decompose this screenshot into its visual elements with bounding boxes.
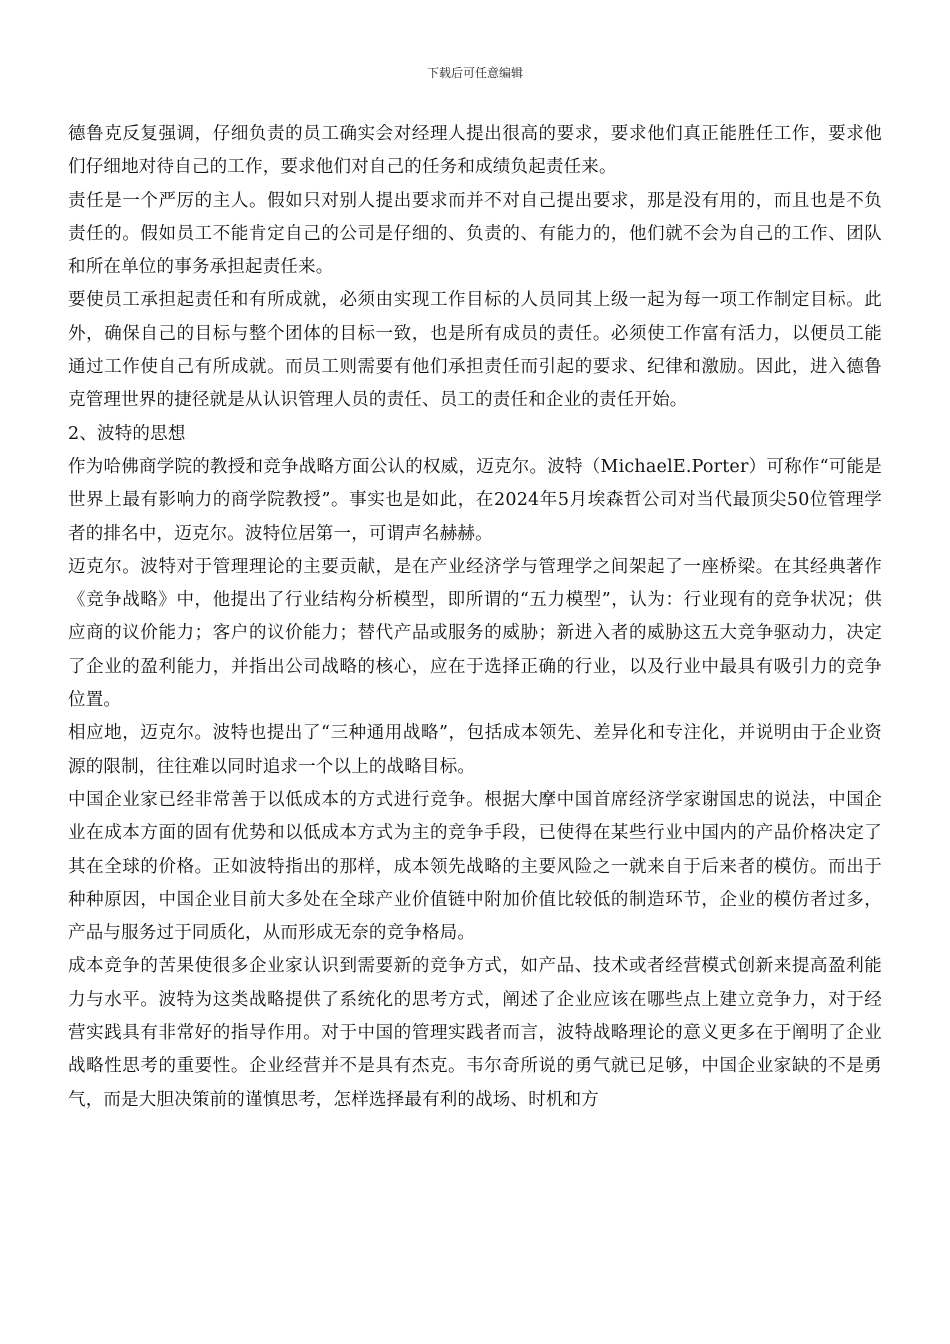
paragraph-responsibility: 责任是一个严厉的主人。假如只对别人提出要求而并不对自己提出要求，那是没有用的，而且也是不负责任的。假如员工不能肯定自己的公司是仔细的、负责的、有能力的，他们就不会为自己的工作、团队和所在单位的事务承担起责任来。 bbox=[68, 190, 882, 278]
page-header: 下载后可任意编辑 bbox=[426, 66, 523, 80]
paragraph-chinese-cost: 中国企业家已经非常善于以低成本的方式进行竞争。根据大摩中国首席经济学家谢国忠的说法，中国企业在成本方面的固有优势和以低成本方式为主的竞争手段，已使得在某些行业中国内的产品价格决定了其在全球的价格。正如波特指出的那样，成本领先战略的主要风险之一就来自于后来者的模仿。而出于种种原因，中国企业目前大多处在全球产业价值链中附加价值比较低的制造环节，企业的模仿者过多，产品与服务过于同质化，从而形成无奈的竞争格局。 bbox=[68, 789, 882, 944]
document-body bbox=[68, 118, 882, 1117]
paragraph-generic-strategies: 相应地，迈克尔。波特也提出了“三种通用战略”，包括成本领先、差异化和专注化，并说明由于企业资源的限制，往往难以同时追求一个以上的战略目标。 bbox=[68, 723, 882, 777]
section-heading-porter: 2、波特的思想 bbox=[68, 423, 186, 444]
paragraph-new-competition: 成本竞争的苦果使很多企业家认识到需要新的竞争方式，如产品、技术或者经营模式创新来提高盈利能力与水平。波特为这类战略提供了系统化的思考方式，阐述了企业应该在哪些点上建立竞争力，对于经营实践具有非常好的指导作用。对于中国的管理实践者而言，波特战略理论的意义更多在于阐明了企业战略性思考的重要性。企业经营并不是具有杰克。韦尔奇所说的勇气就已足够，中国企业家缺的不是勇气，而是大胆决策前的谨慎思考，怎样选择最有利的战场、时机和方 bbox=[68, 956, 882, 1110]
paragraph-five-forces: 迈克尔。波特对于管理理论的主要贡献，是在产业经济学与管理学之间架起了一座桥梁。在其经典著作《竞争战略》中，他提出了行业结构分析模型，即所谓的“五力模型”，认为：行业现有的竞争状况；供应商的议价能力；客户的议价能力；替代产品或服务的威胁；新进入者的威胁这五大竞争驱动力，决定了企业的盈利能力，并指出公司战略的核心，应在于选择正确的行业，以及行业中最具有吸引力的竞争位置。 bbox=[68, 556, 882, 711]
paragraph-drucker-demands: 德鲁克反复强调，仔细负责的员工确实会对经理人提出很高的要求，要求他们真正能胜任工作，要求他们仔细地对待自己的工作，要求他们对自己的任务和成绩负起责任来。 bbox=[68, 124, 882, 178]
paragraph-porter-intro: 作为哈佛商学院的教授和竞争战略方面公认的权威，迈克尔。波特（MichaelE.Porter）可称作“可能是世界上最有影响力的商学院教授”。事实也是如此，在2024年5月埃森哲公司对当代最顶尖50位管理学者的排名中，迈克尔。波特位居第一，可谓声名赫赫。 bbox=[68, 456, 882, 544]
paragraph-goals: 要使员工承担起责任和有所成就，必须由实现工作目标的人员同其上级一起为每一项工作制定目标。此外，确保自己的目标与整个团体的目标一致，也是所有成员的责任。必须使工作富有活力，以便员工能通过工作使自己有所成就。而员工则需要有他们承担责任而引起的要求、纪律和激励。因此，进入德鲁克管理世界的捷径就是从认识管理人员的责任、员工的责任和企业的责任开始。 bbox=[68, 290, 882, 411]
